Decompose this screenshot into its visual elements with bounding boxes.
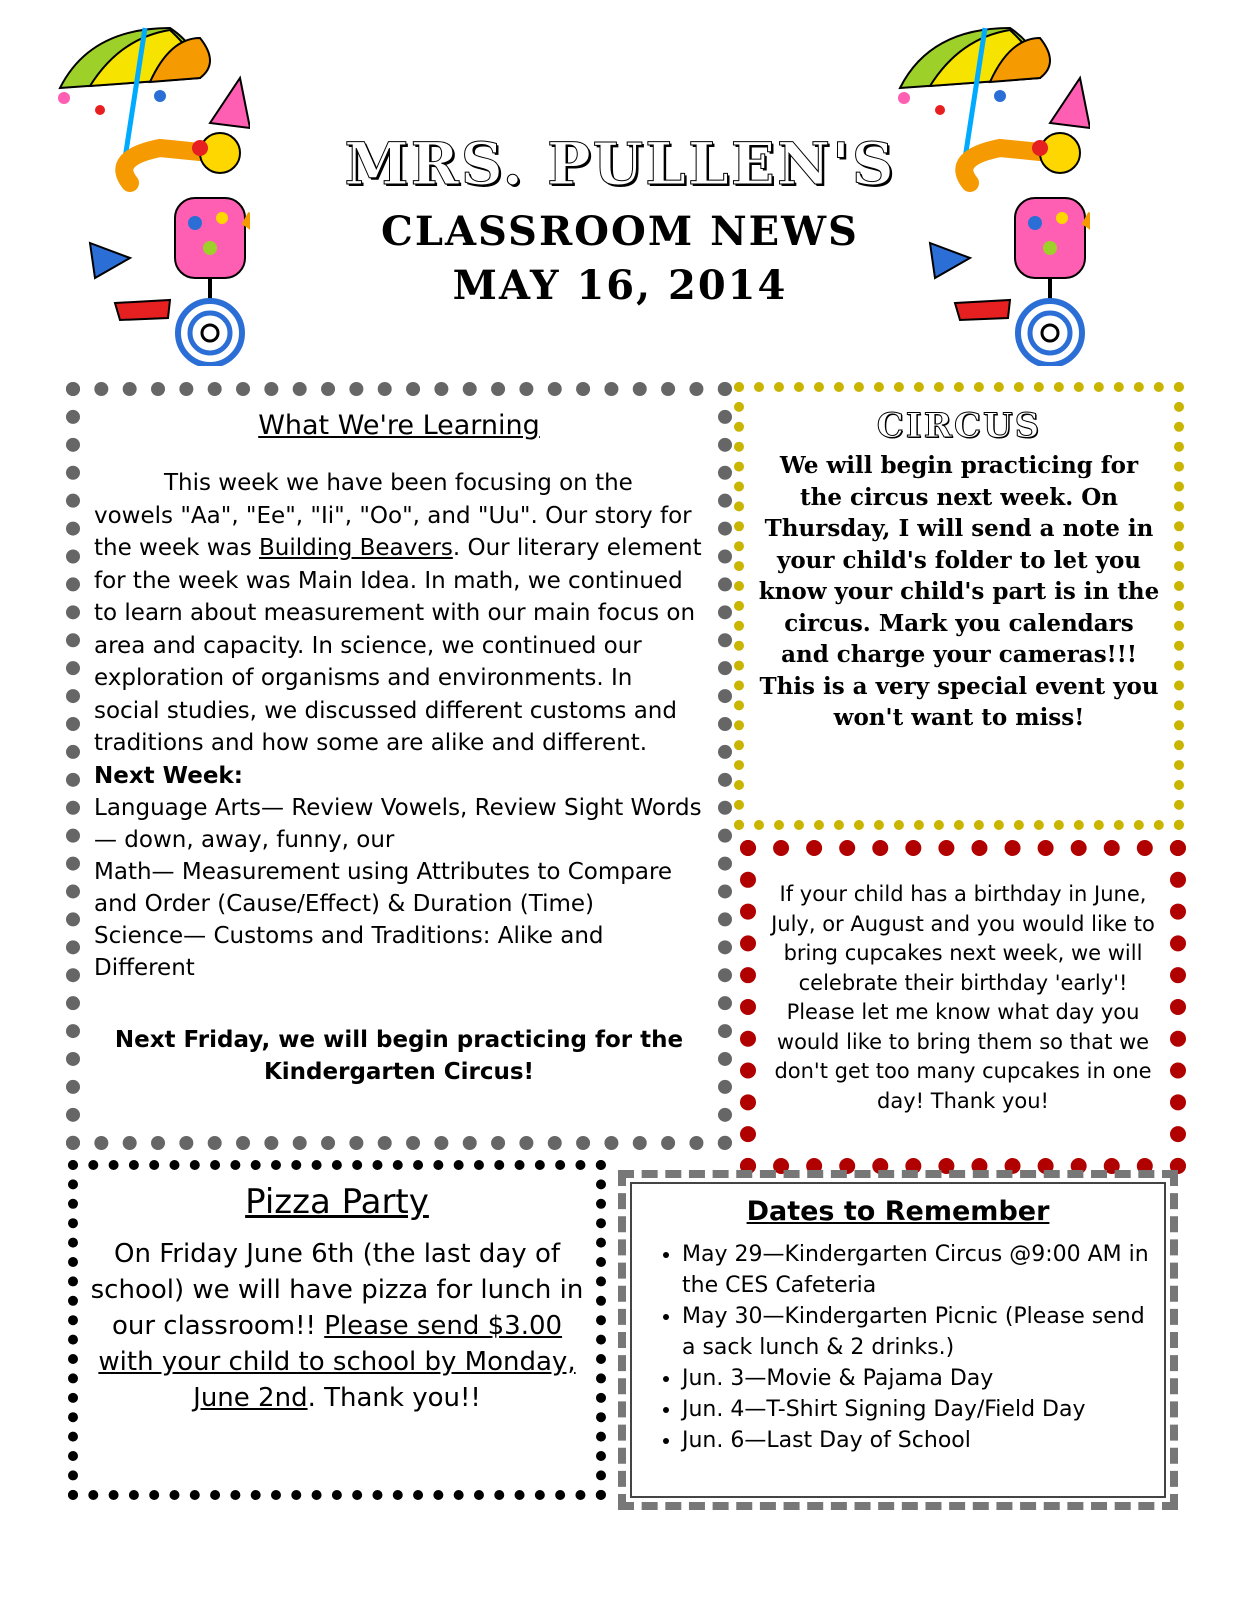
date-item: • Jun. 6—Last Day of School	[682, 1425, 1150, 1456]
pizza-section	[68, 1160, 606, 1500]
pizza-thanks: . Thank you!!	[307, 1383, 481, 1413]
date-item: • Jun. 3—Movie & Pajama Day	[682, 1363, 1150, 1394]
newsletter-title: MRS. PULLEN'S	[344, 130, 896, 198]
clown-body-icon	[90, 78, 250, 320]
circus-section	[734, 382, 1184, 830]
story-title: Building Beavers	[259, 535, 453, 561]
pizza-text: On Friday June 6th (the last day of school) we will have pizza for lunch in our classroom!!	[90, 1239, 584, 1341]
circus-heading: CIRCUS	[876, 406, 1042, 446]
dates-list	[646, 1239, 1150, 1456]
birthday-section	[740, 840, 1186, 1174]
pizza-body	[90, 1236, 584, 1416]
pizza-heading: Pizza Party	[245, 1182, 429, 1222]
circus-body: We will begin practicing for the circus next week. On Thursday, I will send a note in your child's folder to let you know your child's part is in the circus. Mark you calendars and charge your cameras!!! This is a very special event you won't want to miss!	[758, 452, 1160, 731]
learning-text-rest: . Our literary element for the week was Main Idea. In math, we continued to learn about measurement with our main focus on area and capacity. In science, we continued our exploration of organisms and environments. In social studies, we discussed different customs and traditions and how some are alike and different.	[94, 535, 702, 756]
pizza-payment-note: Please send $3.00 with your child to school by Monday, June 2nd	[98, 1311, 576, 1413]
newsletter-date: MAY 16, 2014	[452, 262, 788, 309]
learning-section	[66, 382, 732, 1150]
birthday-body: If your child has a birthday in June, July, or August and you would like to bring cupcakes next week, we will celebrate their birthday 'early'! Please let me know what day you would like to bring them so that we don't get too many cupcakes in one day! Thank you!	[771, 882, 1155, 1113]
unicycle-wheel-icon	[1018, 278, 1082, 365]
date-item: • May 30—Kindergarten Picnic (Please send a sack lunch & 2 drinks.)	[682, 1301, 1150, 1363]
learning-heading: What We're Learning	[258, 410, 540, 441]
clown-illustration-left	[50, 18, 250, 366]
date-item: • May 29—Kindergarten Circus @9:00 AM in the CES Cafeteria	[682, 1239, 1150, 1301]
next-week-block	[94, 760, 704, 984]
next-week-item: Science— Customs and Traditions: Alike and Different	[94, 922, 604, 981]
next-week-label: Next Week:	[94, 762, 243, 789]
clown-body-icon	[930, 78, 1090, 320]
newsletter-subtitle: CLASSROOM NEWS	[381, 208, 859, 255]
next-week-item: Math— Measurement using Attributes to Compare and Order (Cause/Effect) & Duration (Time)	[94, 858, 673, 917]
unicycle-wheel-icon	[178, 278, 242, 365]
next-week-item: Language Arts— Review Vowels, Review Sight Words— down, away, funny, our	[94, 794, 702, 853]
dates-section	[618, 1170, 1178, 1510]
dates-heading: Dates to Remember	[746, 1196, 1050, 1227]
learning-closing: Next Friday, we will begin practicing for the Kindergarten Circus!	[114, 1026, 684, 1085]
learning-paragraph	[94, 467, 704, 760]
date-item: • Jun. 4—T-Shirt Signing Day/Field Day	[682, 1394, 1150, 1425]
learning-text: This week we have been focusing on the vowels "Aa", "Ee", "Ii", "Oo", and "Uu". Our story for the week was	[94, 470, 692, 561]
